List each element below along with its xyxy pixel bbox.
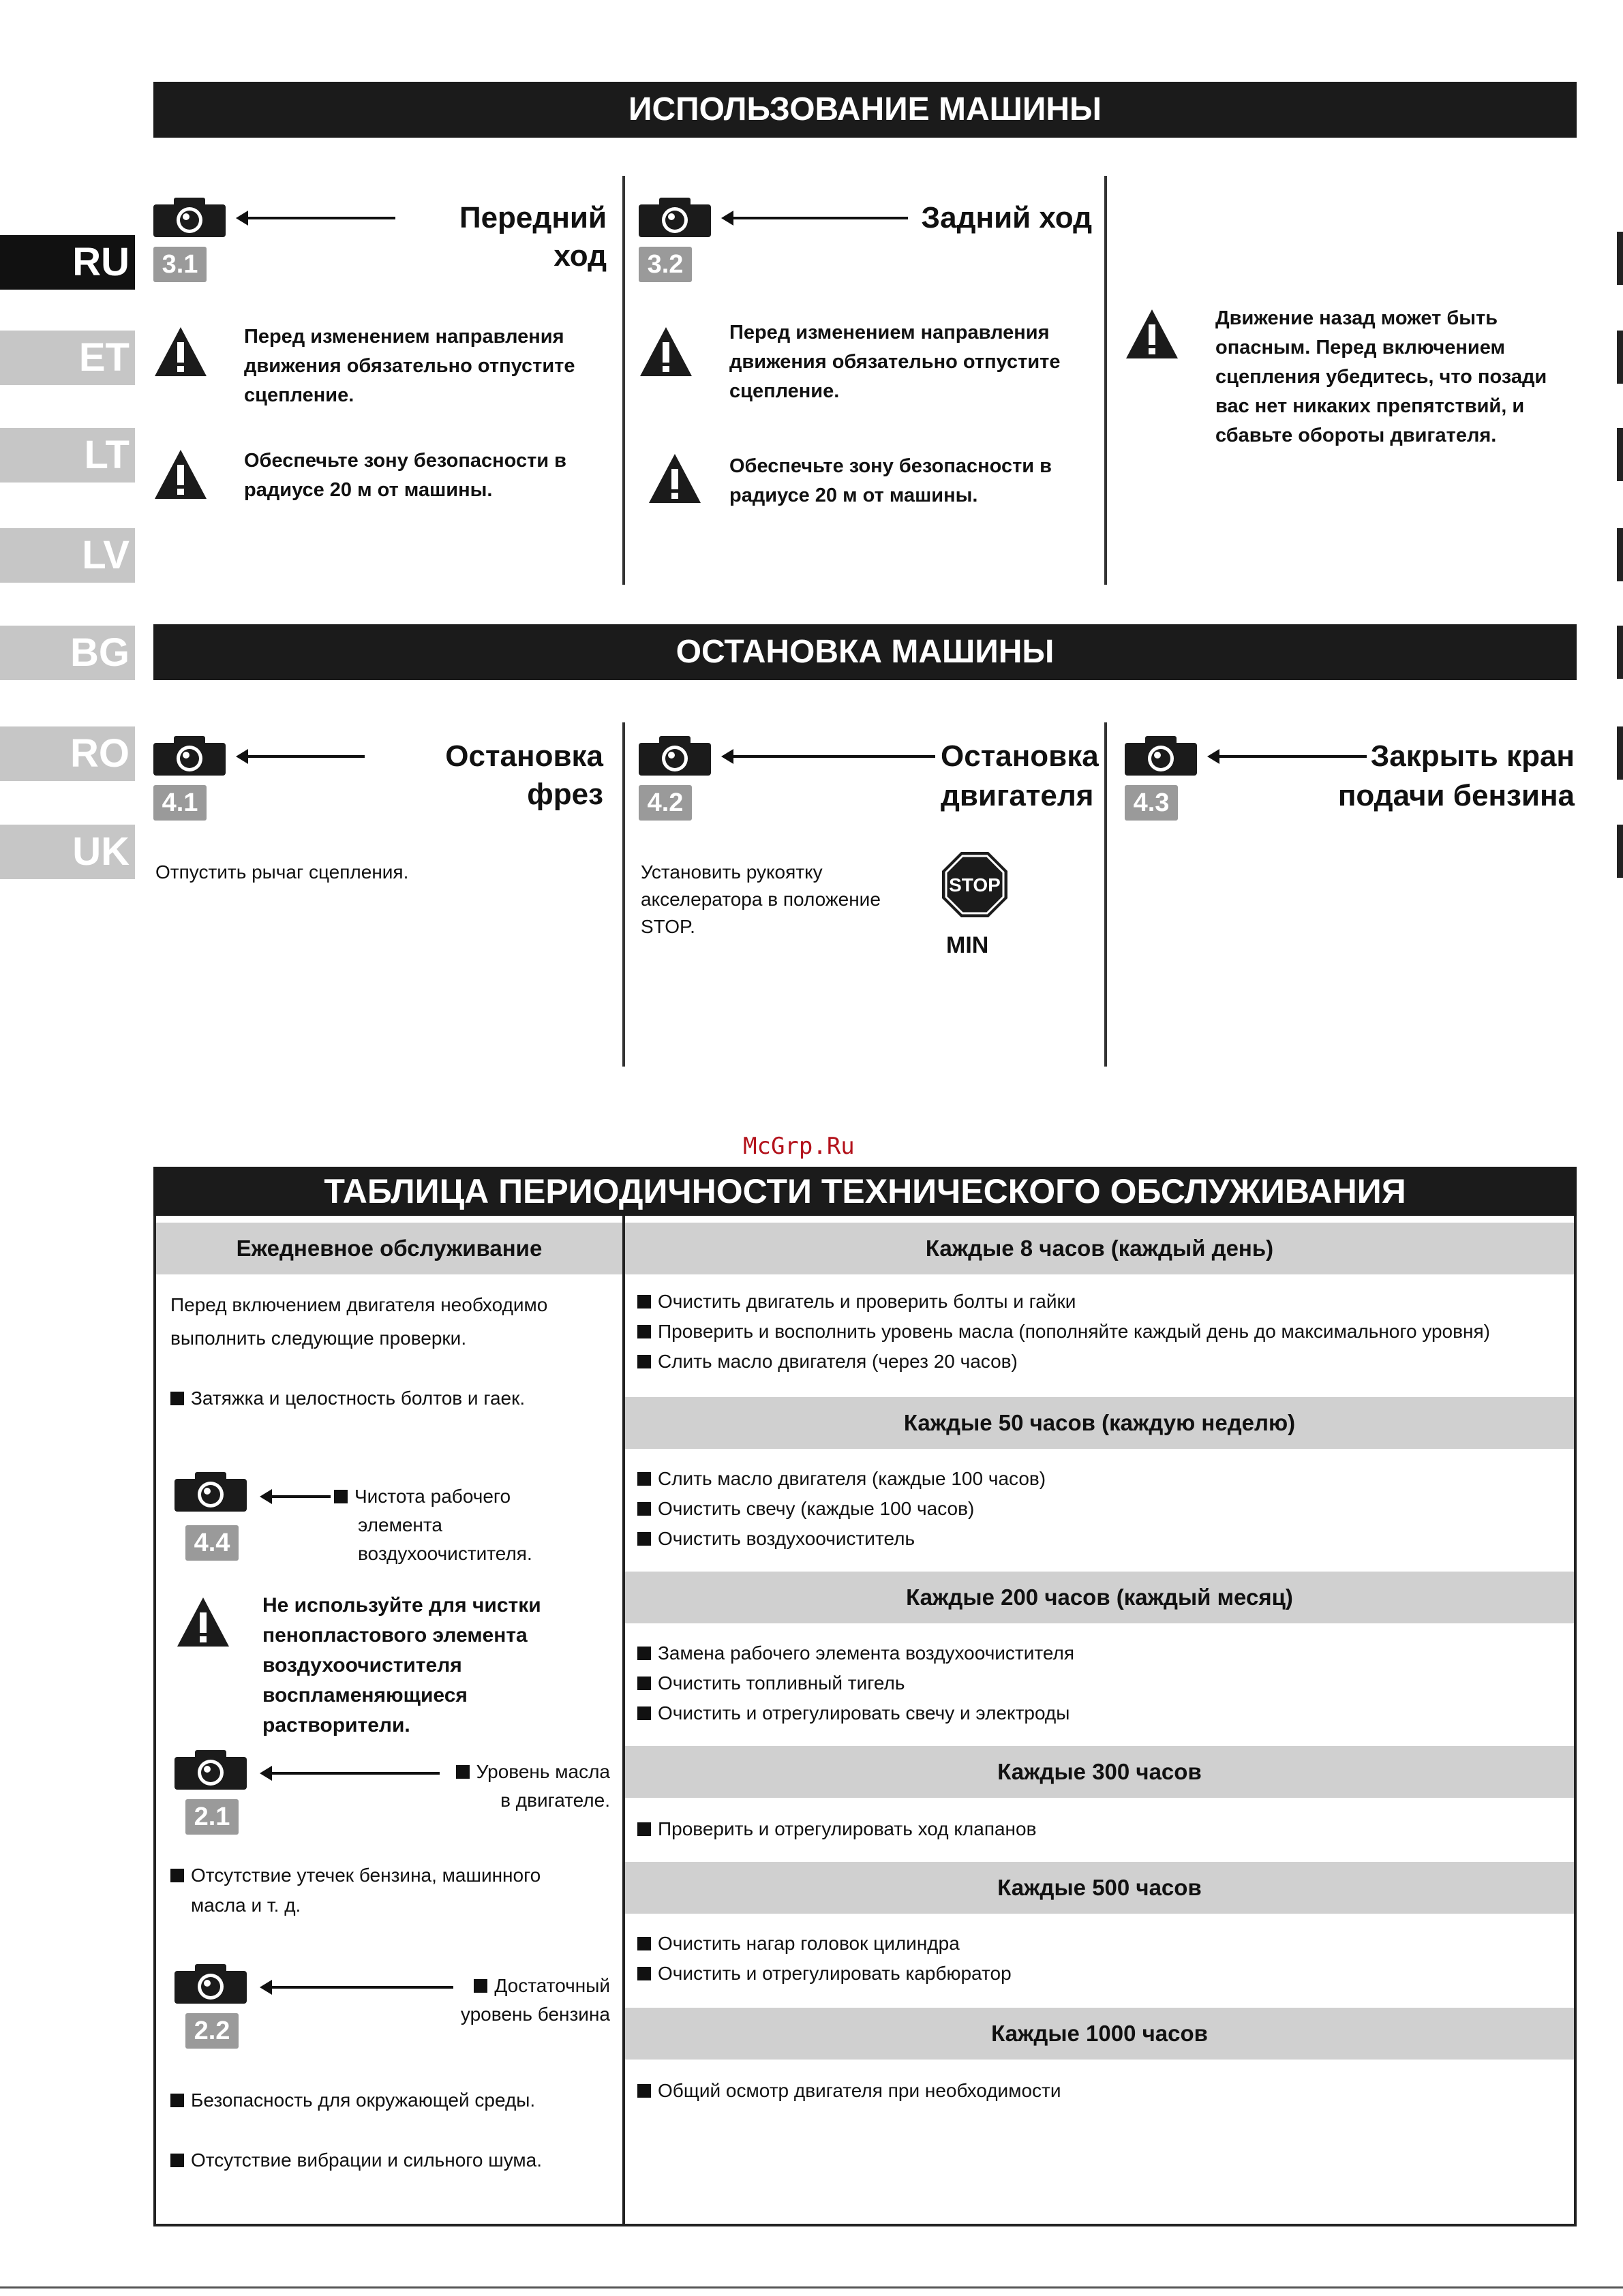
- heading-stop-engine-line1: Остановка: [941, 739, 1099, 773]
- daily-check-text: Отсутствие утечек бензина, машинного: [191, 1865, 541, 1886]
- ref-badge-4-1: 4.1: [153, 785, 207, 821]
- page-footer-rule: [0, 2286, 1623, 2289]
- column-divider: [622, 176, 625, 585]
- section-title-usage: ИСПОЛЬЗОВАНИЕ МАШИНЫ: [153, 82, 1577, 138]
- arrow-left-icon: [269, 1986, 453, 1989]
- lang-tab-bg[interactable]: BG: [0, 626, 135, 680]
- daily-check-item: [440, 1971, 610, 2001]
- lang-tab-ro[interactable]: RO: [0, 726, 135, 781]
- warning-text: Обеспечьте зону безопасности в радиусе 20 м от машины.: [729, 455, 1052, 506]
- table-title: ТАБЛИЦА ПЕРИОДИЧНОСТИ ТЕХНИЧЕСКОГО ОБСЛУЖИВАНИЯ: [153, 1167, 1577, 1216]
- interval-header: Каждые 500 часов: [625, 1862, 1574, 1914]
- interval-item: [637, 1959, 1012, 1989]
- interval-item: [637, 1698, 1070, 1728]
- daily-check-text: в двигателе.: [500, 1790, 610, 1811]
- ref-badge-2-2: 2.2: [185, 2013, 239, 2049]
- edge-tab: [1617, 232, 1623, 285]
- daily-check-text: Достаточный: [494, 1975, 610, 1996]
- interval-item: [637, 1524, 915, 1554]
- interval-header: Каждые 50 часов (каждую неделю): [625, 1397, 1574, 1449]
- edge-tab: [1617, 726, 1623, 780]
- bullet-square-icon: [637, 1472, 651, 1486]
- ref-badge-4-3: 4.3: [1125, 785, 1178, 821]
- warning-text: Перед изменением направления движения обязательно отпустите сцепление.: [244, 326, 575, 406]
- ref-badge-3-2: 3.2: [639, 247, 692, 282]
- instruction-text: Установить рукоятку акселератора в положение STOP.: [641, 861, 881, 937]
- interval-item-text: Проверить и восполнить уровень масла (пополняйте каждый день до максимального уровня): [658, 1321, 1490, 1342]
- interval-item-text: Слить масло двигателя (каждые 100 часов): [658, 1468, 1046, 1489]
- interval-item-text: Очистить и отрегулировать карбюратор: [658, 1963, 1012, 1984]
- edge-tab: [1617, 528, 1623, 581]
- warning-text: Не используйте для чистки пенопластового элемента воздухоочистителя воспламеняющиеся растворители.: [262, 1594, 541, 1736]
- edge-tab: [1617, 428, 1623, 481]
- interval-item-text: Очистить воздухоочиститель: [658, 1528, 915, 1549]
- interval-item: [637, 1814, 1036, 1844]
- arrow-left-icon: [245, 217, 395, 219]
- heading-close-fuel-line2: подачи бензина: [1337, 779, 1575, 812]
- camera-icon: [175, 1472, 247, 1512]
- arrow-left-icon: [731, 217, 908, 219]
- interval-header: Каждые 300 часов: [625, 1746, 1574, 1798]
- bullet-square-icon: [637, 1295, 651, 1308]
- interval-item-text: Замена рабочего элемента воздухоочистителя: [658, 1642, 1075, 1664]
- arrow-left-icon: [269, 1495, 331, 1498]
- edge-tab: [1617, 626, 1623, 679]
- warning-text: Обеспечьте зону безопасности в радиусе 20 м от машины.: [244, 450, 566, 501]
- daily-check-item: [440, 1757, 610, 1787]
- interval-item-text: Общий осмотр двигателя при необходимости: [658, 2080, 1061, 2101]
- bullet-square-icon: [637, 1822, 651, 1836]
- camera-icon: [153, 736, 226, 776]
- interval-item-text: Проверить и отрегулировать ход клапанов: [658, 1818, 1037, 1839]
- warning-icon: [153, 326, 208, 378]
- bullet-square-icon: [637, 1677, 651, 1690]
- stop-sign-icon: [941, 851, 1009, 919]
- daily-check-item: [170, 1861, 541, 1891]
- daily-check-text: Уровень масла: [476, 1761, 610, 1782]
- warning-icon: [648, 453, 702, 504]
- ref-badge-2-1: 2.1: [185, 1799, 239, 1835]
- daily-check-text: Чистота рабочего: [354, 1486, 511, 1507]
- interval-item: [637, 1638, 1074, 1668]
- warning-icon: [153, 448, 208, 500]
- daily-check-item: [170, 1383, 525, 1413]
- daily-check-text: Безопасность для окружающей среды.: [191, 2090, 536, 2111]
- daily-check-text: элемента: [358, 1514, 442, 1535]
- daily-check-item: [170, 2145, 542, 2175]
- ref-badge-4-2: 4.2: [639, 785, 692, 821]
- warning-icon: [639, 326, 693, 378]
- bullet-square-icon: [637, 1325, 651, 1338]
- interval-item-text: Слить масло двигателя (через 20 часов): [658, 1351, 1018, 1372]
- warning-icon: [1125, 308, 1179, 360]
- column-divider: [1104, 176, 1107, 585]
- column-divider: [622, 722, 625, 1067]
- daily-check-item: [170, 2085, 535, 2115]
- warning-text: Движение назад может быть опасным. Перед включением сцепления убедитесь, что позади вас нет никаких препятствий, и сбавьте обороты двигателя.: [1215, 307, 1547, 446]
- interval-header: Каждые 1000 часов: [625, 2008, 1574, 2060]
- watermark: McGrp.Ru: [743, 1133, 855, 1160]
- ref-badge-4-4: 4.4: [185, 1525, 239, 1561]
- heading-reverse: Задний ход: [921, 201, 1092, 234]
- interval-item-text: Очистить топливный тигель: [658, 1672, 905, 1694]
- heading-stop-engine-line2: двигателя: [941, 779, 1094, 812]
- camera-icon: [639, 736, 711, 776]
- ref-badge-3-1: 3.1: [153, 247, 207, 282]
- lang-tab-lv[interactable]: LV: [0, 528, 135, 583]
- daily-check-text: уровень бензина: [460, 2004, 610, 2025]
- interval-item: [637, 1287, 1076, 1317]
- bullet-square-icon: [474, 1979, 487, 1993]
- daily-check-text: Затяжка и целостность болтов и гаек.: [191, 1388, 526, 1409]
- heading-close-fuel-line1: Закрыть кран: [1370, 739, 1575, 773]
- daily-check-item: [334, 1482, 511, 1512]
- stop-sign-text: STOP: [949, 874, 1001, 896]
- bullet-square-icon: [170, 1869, 184, 1882]
- interval-item: [637, 1494, 974, 1524]
- bullet-square-icon: [637, 1532, 651, 1546]
- daily-check-text: масла и т. д.: [191, 1895, 301, 1916]
- lang-tab-lt[interactable]: LT: [0, 428, 135, 483]
- camera-icon: [175, 1750, 247, 1790]
- camera-icon: [153, 198, 226, 237]
- bullet-square-icon: [637, 1937, 651, 1950]
- section-title-stop: ОСТАНОВКА МАШИНЫ: [153, 624, 1577, 680]
- instruction-text: Отпустить рычаг сцепления.: [155, 861, 409, 883]
- camera-icon: [1125, 736, 1197, 776]
- interval-header: Каждые 8 часов (каждый день): [625, 1223, 1574, 1274]
- daily-intro-line1: Перед включением двигателя необходимо: [170, 1294, 548, 1315]
- interval-item: [637, 1668, 905, 1698]
- interval-item-text: Очистить и отрегулировать свечу и электроды: [658, 1702, 1070, 1724]
- arrow-left-icon: [245, 755, 365, 758]
- daily-header: Ежедневное обслуживание: [156, 1223, 622, 1274]
- lang-tab-uk[interactable]: UK: [0, 825, 135, 879]
- heading-forward: Передний ход: [459, 201, 607, 273]
- interval-item-text: Очистить свечу (каждые 100 часов): [658, 1498, 975, 1519]
- interval-item-text: Очистить двигатель и проверить болты и гайки: [658, 1291, 1076, 1312]
- edge-tab: [1617, 825, 1623, 878]
- interval-header: Каждые 200 часов (каждый месяц): [625, 1572, 1574, 1623]
- column-divider: [1104, 722, 1107, 1067]
- camera-icon: [175, 1964, 247, 2004]
- daily-check-text: Отсутствие вибрации и сильного шума.: [191, 2149, 543, 2171]
- bullet-square-icon: [456, 1765, 470, 1779]
- bullet-square-icon: [334, 1490, 348, 1503]
- heading-stop-tillers: Остановка фрез: [445, 739, 603, 811]
- bullet-square-icon: [170, 2094, 184, 2107]
- min-label: MIN: [946, 932, 989, 958]
- interval-item: [637, 1317, 1490, 1347]
- daily-check-text: воздухоочистителя.: [358, 1543, 532, 1564]
- warning-text: Перед изменением направления движения обязательно отпустите сцепление.: [729, 322, 1061, 402]
- lang-tab-et[interactable]: ET: [0, 331, 135, 385]
- edge-tab: [1617, 331, 1623, 384]
- daily-intro-line2: выполнить следующие проверки.: [170, 1328, 467, 1349]
- table-divider: [622, 1216, 625, 2226]
- bullet-square-icon: [637, 1355, 651, 1368]
- interval-item: [637, 1347, 1018, 1377]
- bullet-square-icon: [637, 2084, 651, 2098]
- arrow-left-icon: [269, 1772, 440, 1775]
- arrow-left-icon: [731, 755, 935, 758]
- interval-item: [637, 1929, 960, 1959]
- bullet-square-icon: [637, 1647, 651, 1660]
- bullet-square-icon: [637, 1706, 651, 1720]
- interval-item: [637, 1464, 1046, 1494]
- interval-item-text: Очистить нагар головок цилиндра: [658, 1933, 960, 1954]
- lang-tab-ru[interactable]: RU: [0, 235, 135, 290]
- camera-icon: [639, 198, 711, 237]
- bullet-square-icon: [170, 1392, 184, 1405]
- interval-item: [637, 2076, 1061, 2106]
- warning-icon: [176, 1596, 230, 1648]
- bullet-square-icon: [637, 1502, 651, 1516]
- bullet-square-icon: [170, 2154, 184, 2167]
- bullet-square-icon: [637, 1967, 651, 1980]
